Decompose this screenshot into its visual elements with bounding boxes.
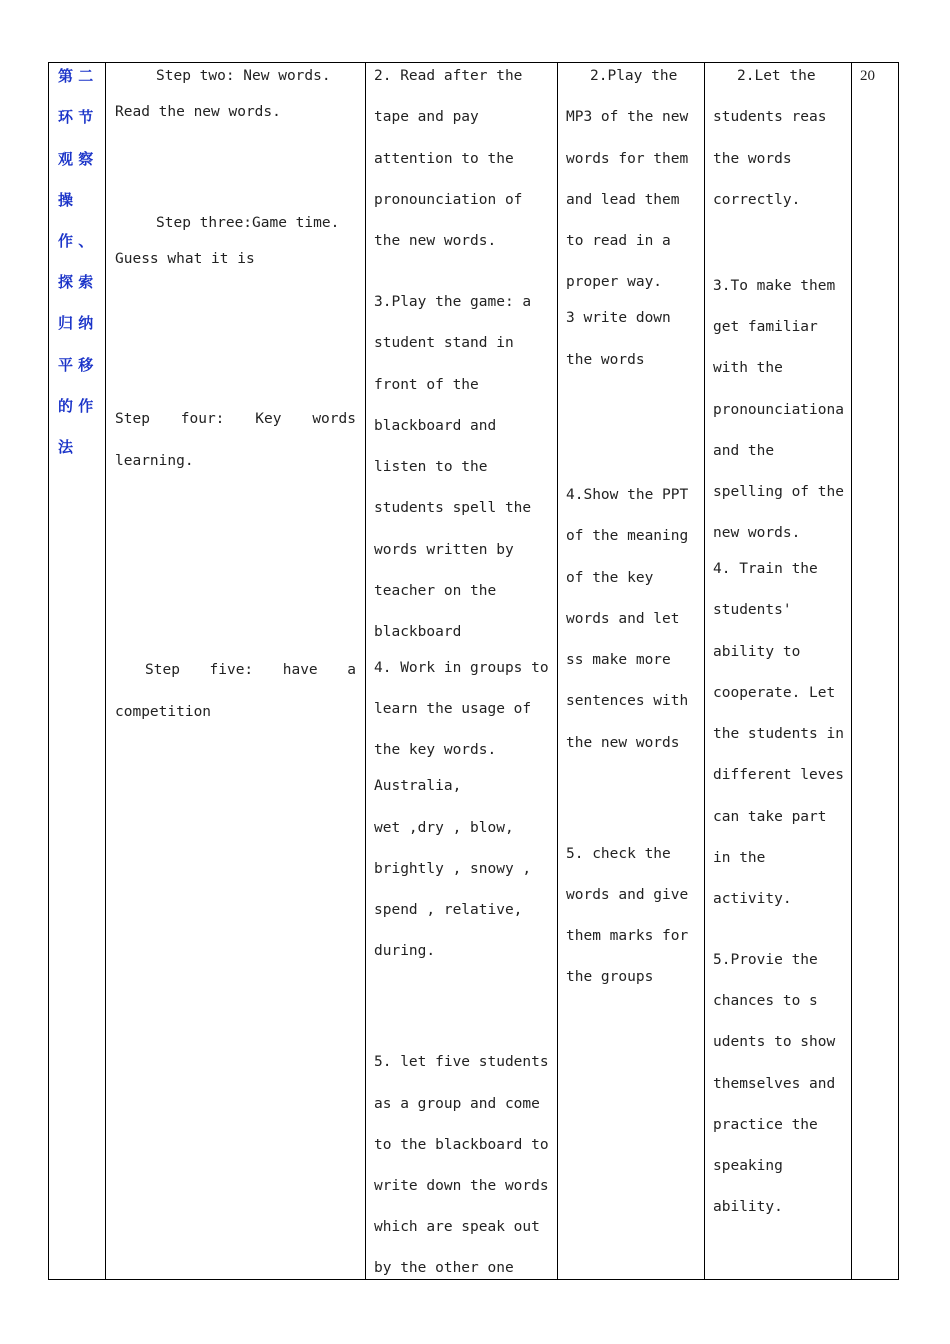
teacher-activity-line: words and let (566, 611, 680, 627)
purpose-column (705, 63, 852, 1279)
student-activity-line: student stand in (374, 335, 514, 351)
student-activity-line: the key words. (374, 742, 497, 758)
teacher-activity-line: the groups (566, 969, 654, 985)
teacher-activity-line: 5. check the (566, 846, 671, 862)
step-five-text: competition (115, 704, 212, 720)
purpose-line: 5.Provie the (713, 952, 818, 968)
purpose-line: 3.To make them (713, 278, 836, 294)
student-activity-line: the new words. (374, 233, 497, 249)
purpose-line: students reas (713, 109, 827, 125)
teacher-activity-line: 2.Play the (590, 68, 678, 84)
step-two-text: Read the new words. (115, 104, 281, 120)
step-five-word: have (282, 662, 318, 678)
purpose-line: the words (713, 151, 792, 167)
student-activity-line: learn the usage of (374, 701, 532, 717)
step-three-title: Step three:Game time. (156, 215, 340, 231)
purpose-line: speaking (713, 1158, 783, 1174)
student-activity-line: 5. let five students (374, 1054, 549, 1070)
step-four-word: Step (115, 411, 150, 427)
teacher-activity-line: ss make more (566, 652, 671, 668)
purpose-line: with the (713, 360, 783, 376)
teacher-activity-line: and lead them (566, 192, 680, 208)
steps-column (106, 63, 366, 1279)
student-activity-line: 4. Work in groups to (374, 660, 549, 676)
step-four-title (115, 409, 356, 429)
student-activity-line: which are speak out (374, 1219, 540, 1235)
stage-label-line: 法 (58, 438, 74, 456)
teacher-activity-line: them marks for (566, 928, 689, 944)
step-five-word: five: (209, 662, 254, 678)
student-activity-line: pronounciation of (374, 192, 523, 208)
teacher-activity-line: words and give (566, 887, 689, 903)
teacher-activity-line: 3 write down (566, 310, 671, 326)
purpose-line: themselves and (713, 1076, 836, 1092)
purpose-line: activity. (713, 891, 792, 907)
purpose-line: 2.Let the (737, 68, 816, 84)
step-five-word: Step (145, 662, 180, 678)
step-four-word: four: (180, 411, 225, 427)
purpose-line: get familiar (713, 319, 818, 335)
stage-label-line: 环 节 (58, 108, 94, 126)
step-three-text: Guess what it is (115, 251, 255, 267)
stage-label-line: 第 二 (58, 67, 94, 85)
student-activity-line: front of the (374, 377, 479, 393)
student-activity-line: brightly , snowy , (374, 861, 532, 877)
time-column (852, 63, 899, 1279)
purpose-line: new words. (713, 525, 801, 541)
purpose-line: can take part (713, 809, 827, 825)
teacher-activity-line: to read in a (566, 233, 671, 249)
purpose-line: practice the (713, 1117, 818, 1133)
purpose-line: and the (713, 443, 775, 459)
student-activity-line: as a group and come (374, 1096, 540, 1112)
stage-label-line: 作 、 (58, 232, 94, 250)
purpose-line: cooperate. Let (713, 685, 836, 701)
student-activity-line: Australia, (374, 778, 462, 794)
teacher-activity-line: of the meaning (566, 528, 689, 544)
teacher-activity-column (558, 63, 705, 1279)
student-activity-line: words written by (374, 542, 514, 558)
teacher-activity-line: 4.Show the PPT (566, 487, 689, 503)
step-four-text: learning. (115, 453, 194, 469)
purpose-line: the students in (713, 726, 844, 742)
stage-label-line: 观 察 (58, 150, 94, 168)
teacher-activity-line: words for them (566, 151, 689, 167)
student-activity-line: attention to the (374, 151, 514, 167)
step-five-word: a (347, 662, 356, 678)
purpose-line: students' (713, 602, 792, 618)
stage-label-line: 归 纳 (58, 314, 94, 332)
purpose-line: udents to show (713, 1034, 836, 1050)
teacher-activity-line: the new words (566, 735, 680, 751)
purpose-line: pronounciationa (713, 402, 844, 418)
lesson-table (48, 62, 899, 1280)
student-activity-line: students spell the (374, 500, 532, 516)
student-activity-line: write down the words (374, 1178, 549, 1194)
student-activity-line: teacher on the (374, 583, 497, 599)
purpose-line: 4. Train the (713, 561, 818, 577)
purpose-line: ability. (713, 1199, 783, 1215)
teacher-activity-line: proper way. (566, 274, 663, 290)
student-activity-line: during. (374, 943, 436, 959)
purpose-line: chances to s (713, 993, 818, 1009)
stage-label-line: 的 作 (58, 397, 94, 415)
teacher-activity-line: sentences with (566, 693, 689, 709)
student-activity-line: spend , relative, (374, 902, 523, 918)
teacher-activity-line: the words (566, 352, 645, 368)
student-activity-column (366, 63, 558, 1279)
student-activity-line: tape and pay (374, 109, 479, 125)
student-activity-line: blackboard and (374, 418, 497, 434)
student-activity-line: by the other one (374, 1260, 514, 1276)
step-two-title: Step two: New words. (156, 68, 331, 84)
teacher-activity-line: MP3 of the new (566, 109, 689, 125)
student-activity-line: wet ,dry , blow, (374, 820, 514, 836)
teacher-activity-line: of the key (566, 570, 654, 586)
purpose-line: correctly. (713, 192, 801, 208)
purpose-line: ability to (713, 644, 801, 660)
student-activity-line: 3.Play the game: a (374, 294, 532, 310)
student-activity-line: listen to the (374, 459, 488, 475)
purpose-line: spelling of the (713, 484, 844, 500)
step-four-word: words (312, 411, 356, 427)
student-activity-line: blackboard (374, 624, 462, 640)
step-four-word: Key (255, 411, 282, 427)
stage-label-line: 平 移 (58, 356, 94, 374)
stage-label-line: 操 (58, 191, 74, 209)
purpose-line: different leves (713, 767, 844, 783)
purpose-line: in the (713, 850, 766, 866)
step-five-title (115, 660, 356, 680)
stage-column (49, 63, 106, 1279)
stage-label-line: 探 索 (58, 273, 94, 291)
time-value: 20 (860, 68, 875, 84)
student-activity-line: 2. Read after the (374, 68, 523, 84)
student-activity-line: to the blackboard to (374, 1137, 549, 1153)
